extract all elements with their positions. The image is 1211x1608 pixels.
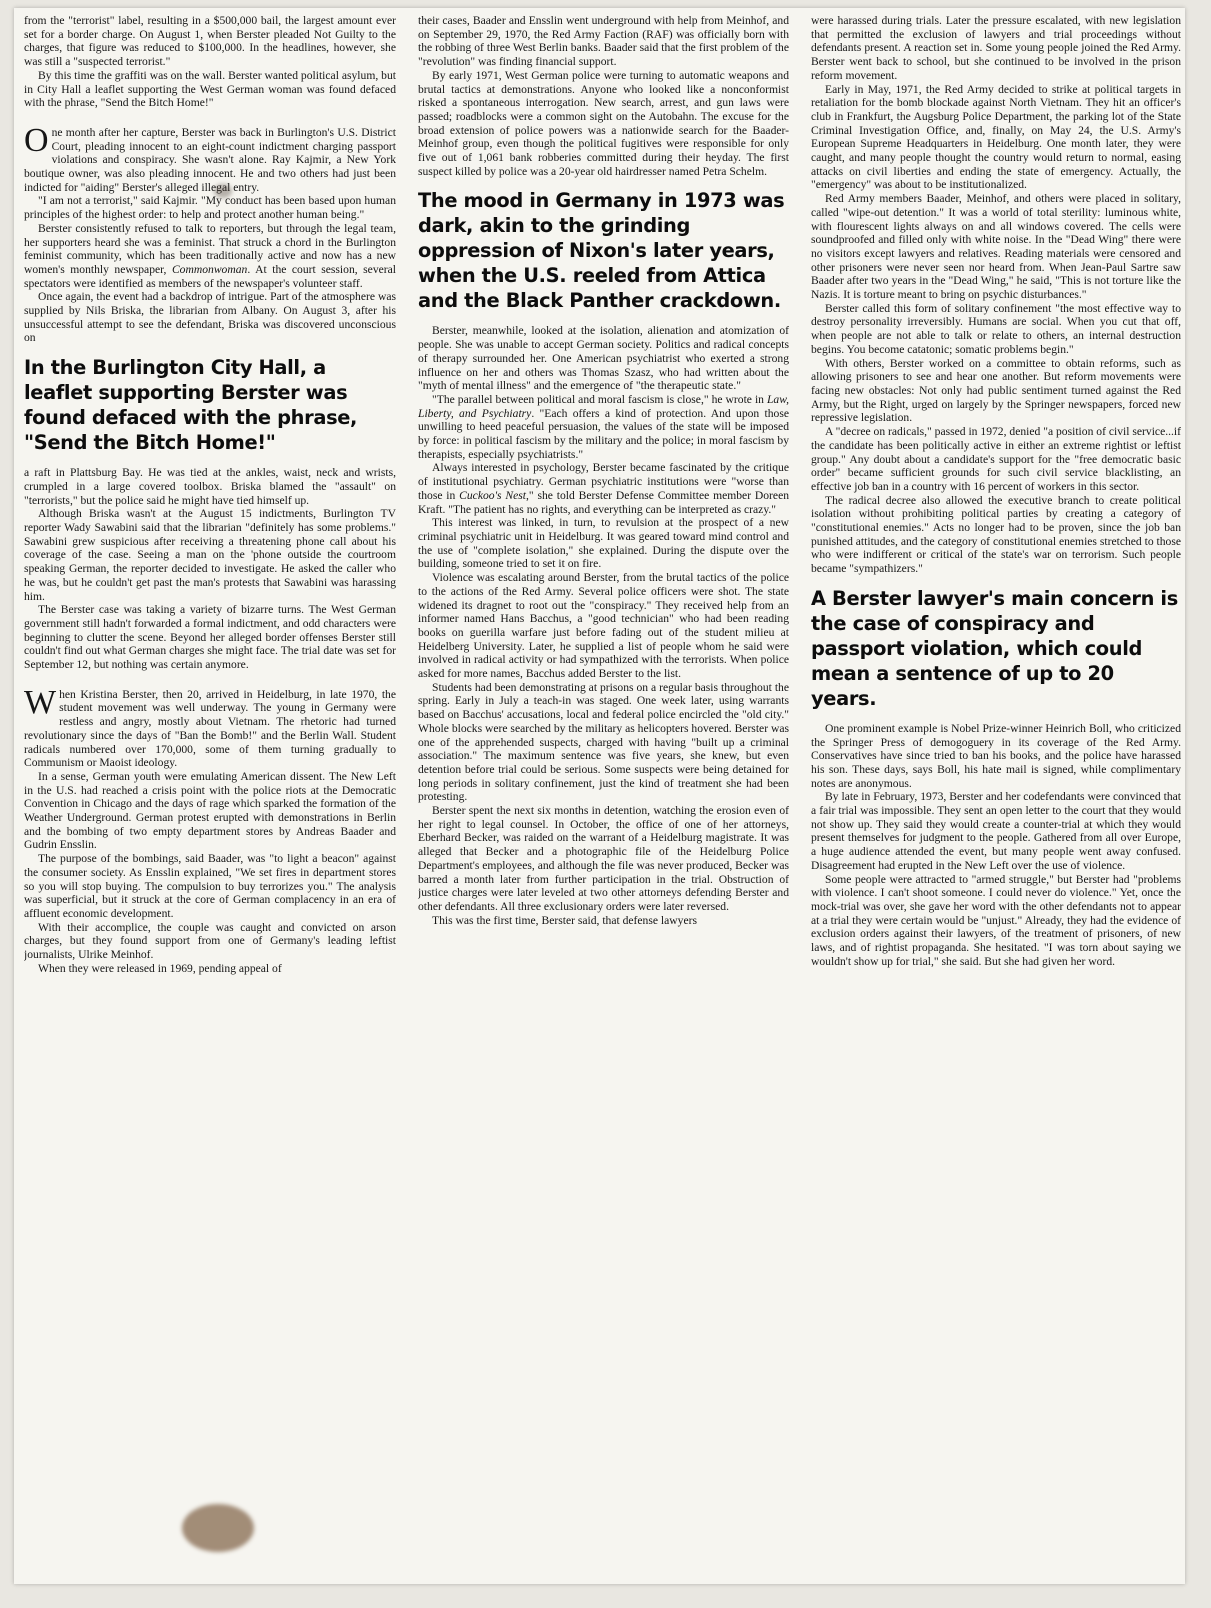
drop-cap: O bbox=[24, 121, 49, 159]
paragraph: Berster spent the next six months in detention, watching the erosion even of her right to legal counsel. In October, the office of one of her attorneys, Eberhard Becker, was raided on the warrant of a Heidelburg magistrate. It was alleged that Becker and a photographic file of the Heidelburg Police Department's employees, and although the file was never produced, Becker was barred a month later from further participation in the trial. Obstruction of justice charges were later leveled at two other attorneys defending Berster and other defendants. All three exclusionary orders were later reversed. bbox=[418, 804, 789, 913]
text-run: . At the court session, several spectators were identified as members of the newspaper's volunteer staff. bbox=[24, 262, 396, 290]
paragraph: Berster, meanwhile, looked at the isolation, alienation and atomization of people. She was unable to accept German society. Politics and radical concepts of therapy surrounded her. One American psychiatrist who exerted a strong influence on her and others was Thomas Szasz, who had written about the "myth of mental illness" and the emergence of "the therapeutic state." bbox=[418, 324, 789, 393]
paragraph-text: hen Kristina Berster, then 20, arrived in Heidelburg, in late 1970, the student movement was well underway. The young in Germany were restless and angry, mostly about Vietnam. The rhetoric had turned revolutionary since the days of "Ban the Bomb!" and the Berlin Wall. Student radicals numbered over 170,000, some of them turning gradually to Communism or Maoist ideology. bbox=[24, 687, 396, 770]
paragraph: Some people were attracted to "armed struggle," but Berster had "problems with violence. I can't shoot someone. I could never do violence." Yet, once the mock-trial was over, she gave her word with the other defendants not to appear at a trial they were certain would be "unjust." Already, they had the evidence of exclusion orders against their lawyers, of the treatment of prisoners, of new laws, and of rightist propaganda. She hesitated. "I was torn about saying we wouldn't show up for trial," she said. But she had given her word. bbox=[811, 872, 1181, 968]
text-run: . "Each offers a kind of protection. And upon those unwilling to heed peaceful persuasion, the values of the state will be imposed by force: in political fascism by the military and the police; in moral fascism by therapists, especially psychiatrists." bbox=[418, 406, 789, 461]
paragraph-dropcap bbox=[24, 683, 396, 770]
paragraph: a raft in Plattsburg Bay. He was tied at the ankles, waist, neck and wrists, crumpled in a large covered toolbox. Briska blamed the "assault" on "terrorists," but the police said he might have tied himself up. bbox=[24, 466, 396, 507]
paragraph: By early 1971, West German police were turning to automatic weapons and brutal tactics at demonstrations. Anyone who looked like a nonconformist risked a spontaneous interrogation. New search, arrest, and gun laws were passed; roadblocks were a common sight on the Autobahn. The excuse for the broad extension of police powers was a nationwide search for the Baader-Meinhof group, even though the political fugitives were responsible for only five out of 1,061 bank robberies committed during their heyday. The first suspect killed by police was a 20-year old hairdresser named Petra Schelm. bbox=[418, 68, 789, 178]
paragraph: Early in May, 1971, the Red Army decided to strike at political targets in retaliation for the bomb blockade against North Vietnam. They hit an officer's club in Frankfurt, the Augsburg Police Department, the parking lot of the State Criminal Investigation Office, and, finally, on May 24, the U.S. Army's European Supreme Headquarters in Heidelburg. One month later, they were caught, and many people thought the country would return to normal, easing attacks on civil liberties and ending the state of emergency. Actually, the "emergency" was about to be institutionalized. bbox=[811, 82, 1181, 192]
paragraph: This interest was linked, in turn, to revulsion at the prospect of a new criminal psychiatric unit in Heidelburg. It was geared toward mind control and the use of "complete isolation," she explained. During the dispute over the building, someone tried to set it on fire. bbox=[418, 516, 789, 571]
pull-quote: The mood in Germany in 1973 was dark, akin to the grinding oppression of Nixon's later years, when the U.S. reeled from Attica and the Black Panther crackdown. bbox=[418, 189, 785, 313]
paragraph: Students had been demonstrating at prisons on a regular basis throughout the spring. Early in July a teach-in was staged. One week later, using warrants based on Bacchus' accusations, local and federal police encircled the "old city." Whole blocks were searched by the military as helicopters hovered. Berster was one of the apprehended suspects, charged with having "built up a criminal association." The maximum sentence was five years, she knew, but even detention before trial could be serious. Some suspects were being detained for long periods in solitary confinement, just the kind of treatment she had been protesting. bbox=[418, 680, 789, 804]
column-1 bbox=[24, 14, 396, 1580]
paragraph: With their accomplice, the couple was caught and convicted on arson charges, but they found support from one of Germany's leading leftist journalists, Ulrike Meinhof. bbox=[24, 920, 396, 962]
pull-quote: In the Burlington City Hall, a leaflet supporting Berster was found defaced with the phrase, "Send the Bitch Home!" bbox=[24, 356, 358, 455]
book-title: Law, Liberty, and Psychiatry bbox=[418, 392, 789, 420]
paragraph: The Berster case was taking a variety of bizarre turns. The West German government still hadn't forwarded a formal indictment, and odd characters were beginning to clutter the scene. Beyond her alleged border offenses Berster still couldn't find out what German charges she might face. The trial date was set for September 12, but nothing was certain anymore. bbox=[24, 603, 396, 672]
text-run: Berster consistently refused to talk to reporters, but through the legal team, her supporters heard she was a feminist. That struck a chord in the Burlington feminist community, which has been traditionally active and now has a new women's monthly newspaper, bbox=[24, 221, 396, 276]
paragraph: from the "terrorist" label, resulting in a $500,000 bail, the largest amount ever set for a border charge. On August 1, when Berster pleaded Not Guilty to the charges, that figure was reduced to $100,000. In the headlines, however, she was still a "suspected terrorist." bbox=[24, 14, 396, 69]
paragraph: The radical decree also allowed the executive branch to create political isolation without prohibiting political parties by creating a category of "constitutional enemies." Acts no longer had to be proven, since the job ban punished attitudes, and the category of constitutional enemies stretched to those who were indifferent or critical of the state's war on terrorism. Such people became "sympathizers." bbox=[811, 493, 1181, 576]
text-run: ," she told Berster Defense Committee member Doreen Kraft. "The patient has no rights, and everything can be interpreted as crazy." bbox=[418, 488, 789, 516]
ink-stain-small bbox=[214, 184, 232, 198]
paragraph: The purpose of the bombings, said Baader, was "to light a beacon" against the consumer society. As Ensslin explained, "We set fires in department stores so you will stop buying. The compulsion to buy terrorizes you." The analysis was superficial, but it struck at the core of German complacency in an era of affluent economic development. bbox=[24, 852, 396, 920]
paragraph: One prominent example is Nobel Prize-winner Heinrich Boll, who criticized the Springer Press of demogoguery in its coverage of the Red Army. Conservatives have since tried to ban his books, and the police have harassed his son. These days, says Boll, his hate mail is signed, while complimentary notes are anonymous. bbox=[811, 721, 1181, 790]
pull-quote: A Berster lawyer's main concern is the case of conspiracy and passport violation, which could mean a sentence of up to 20 years. bbox=[811, 586, 1178, 710]
paragraph bbox=[418, 393, 789, 462]
ink-stain bbox=[182, 1504, 254, 1552]
paragraph-text: ne month after her capture, Berster was back in Burlington's U.S. District Court, pleading innocent to an eight-count indictment charging passport violations and conspiracy. She wasn't alone. Ray Kajmir, a New York boutique owner, was also pleading innocent. He and two others had just been indicted for "aiding" Berster's alleged illegal entry. bbox=[24, 125, 396, 194]
paragraph: When they were released in 1969, pending appeal of bbox=[38, 961, 282, 975]
paragraph: Violence was escalating around Berster, from the brutal tactics of the police to the actions of the Red Army. Several police officers were shot. The state widened its dragnet to root out the "conspiracy." They received help from an informer named Hans Bacchus, a "good technician" who had been reading books on guerilla warfare just before fading out of the student milieu at Heidelberg University. Later, he supplied a list of people whom he said were involved in radical activity or had sympathized with the terrorists. When police asked for more names, Bacchus added Berster to the list. bbox=[418, 571, 789, 681]
column-3 bbox=[811, 14, 1181, 1580]
paragraph bbox=[24, 222, 396, 291]
paragraph: Once again, the event had a backdrop of intrigue. Part of the atmosphere was supplied by Nils Briska, the librarian from Albany. On August 3, after his unsuccessful attempt to see the defendant, Briska was discovered unconscious on bbox=[24, 290, 396, 345]
text-run: Always interested in psychology, Berster became fascinated by the critique of institutional psychiatry. German psychiatric institutions were "worse than those in bbox=[418, 461, 789, 502]
paragraph: This was the first time, Berster said, that defense lawyers bbox=[432, 913, 697, 927]
paragraph: With others, Berster worked on a committee to obtain reforms, such as allowing prisoners to see and hear one another. But reform movements were facing new obstacles: Not only had public sentiment turned against the Red Army, but the Right, urged on largely by the Springer newspapers, forced new repressive legislation. bbox=[811, 356, 1181, 425]
paragraph: were harassed during trials. Later the pressure escalated, with new legislation that permitted the exclusion of lawyers and trial proceedings without defendants present. A reaction set in. Some young people joined the Red Army. Berster went back to school, but she continued to be involved in the prison reform movement. bbox=[811, 14, 1181, 82]
paragraph: By late in February, 1973, Berster and her codefendants were convinced that a fair trial was impossible. They sent an open letter to the court that they would not show up. They said they would create a counter-trial at which they would present themselves for judgment to the people. Gathered from all over Europe, a huge audience attended the event, but many people went away confused. Disagreement had erupted in the New Left over the use of violence. bbox=[811, 790, 1181, 872]
paragraph-dropcap bbox=[24, 121, 396, 195]
paragraph: A "decree on radicals," passed in 1972, denied "a position of civil service...if the candidate has been politically active in either an extreme rightist or leftist group." Any doubt about a candidate's support for the "free democratic basic order" became sufficient grounds for such civil service blacklisting, an effective job ban in a country with 16 percent of workers in this sector. bbox=[811, 425, 1181, 493]
paragraph: Berster called this form of solitary confinement "the most effective way to destroy personality irreversibly. Humans are social. When you cut that off, when people are not able to talk or relate to others, an internal destruction begins. You become catatonic; somatic problems begin." bbox=[811, 301, 1181, 356]
text-run: "The parallel between political and moral fascism is close," he wrote in bbox=[432, 392, 767, 406]
paragraph: Although Briska wasn't at the August 15 indictments, Burlington TV reporter Wady Sawabini said that the librarian "definitely has some problems." Sawabini grew suspicious after receiving a threatening phone call about his coverage of the case. Seeing a man on the 'phone outside the courtroom speaking German, the reporter decided to investigate. He asked the caller who he was, but he couldn't get past the man's protests that Sawabini was harassing him. bbox=[24, 507, 396, 603]
newspaper-clipping bbox=[14, 8, 1185, 1584]
paragraph bbox=[418, 461, 789, 516]
drop-cap: W bbox=[24, 683, 57, 721]
paragraph: In a sense, German youth were emulating American dissent. The New Left in the U.S. had reached a crisis point with the police riots at the Democratic Convention in Chicago and the days of rage which sparked the formation of the Weather Underground. German protest erupted with demonstrations in Berlin and the bombing of two empty department stores by Andreas Baader and Gudrin Ensslin. bbox=[24, 769, 396, 852]
newspaper-title: Commonwoman bbox=[171, 262, 248, 276]
column-2 bbox=[418, 14, 789, 1580]
paragraph: By this time the graffiti was on the wall. Berster wanted political asylum, but in City Hall a leaflet supporting the West German woman was found defaced with the phrase, "Send the Bitch Home!" bbox=[24, 68, 396, 110]
paragraph: "I am not a terrorist," said Kajmir. "My conduct has been based upon human principles of the highest order: to help and protect another human being." bbox=[24, 194, 396, 222]
paragraph: their cases, Baader and Ensslin went underground with help from Meinhof, and on September 29, 1970, the Red Army Faction (RAF) was officially born with the robbing of three West Berlin banks. Baader said that the first problem of the "revolution" was finding financial support. bbox=[418, 14, 789, 69]
paragraph: Red Army members Baader, Meinhof, and others were placed in solitary, called "wipe-out detention." It was a world of total sterility: luminous white, with flourescent lights always on and all windows covered. The cells were soundproofed and filled only with white noise. In the "Dead Wing" there were no visitors except lawyers and relatives. Reading materials were censored and other prisoners were never seen nor heard from. When Jean-Paul Sartre saw Baader after two years in the "Dead Wing," he said, "This is not torture like the Nazis. It is torture meant to bring on psychic disturbances." bbox=[811, 192, 1181, 302]
film-title: Cuckoo's Nest bbox=[459, 488, 527, 502]
